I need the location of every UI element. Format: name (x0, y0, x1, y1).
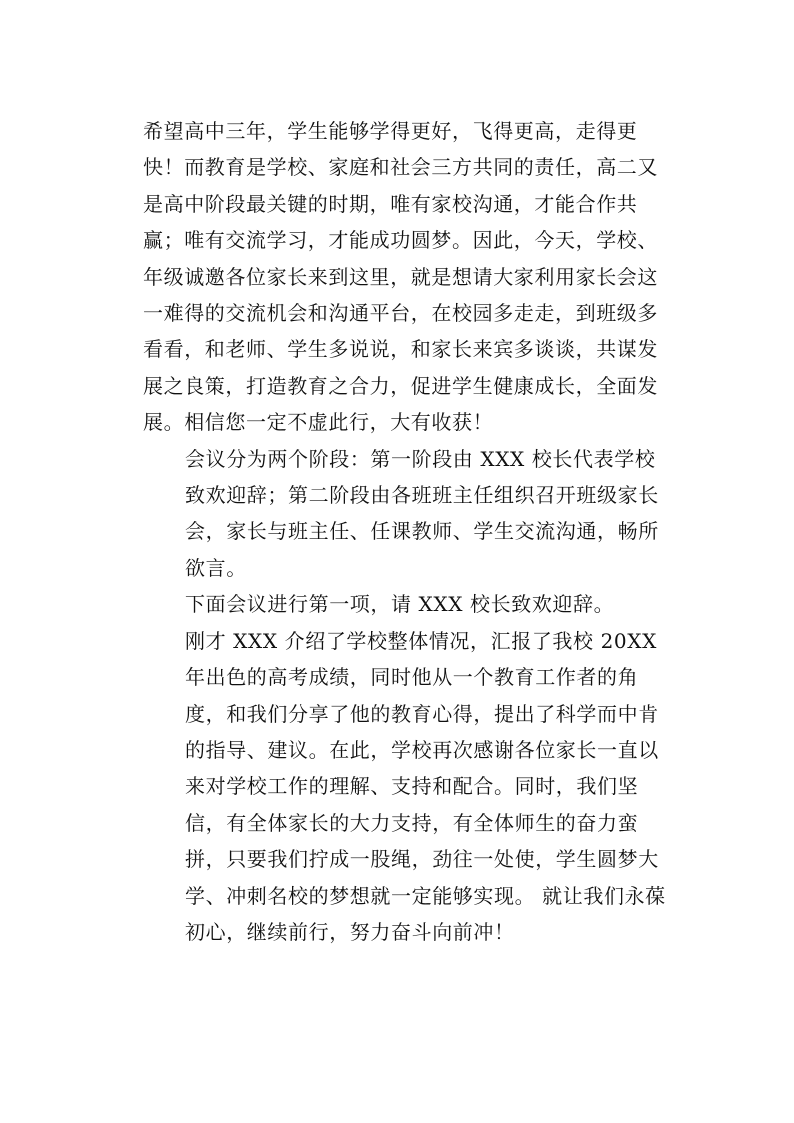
paragraph-2: 会议分为两个阶段：第一阶段由 XXX 校长代表学校致欢迎辞；第二阶段由各班班主任组织召开班级家长会，家长与班主任、任课教师、学生交流沟通，畅所欲言。 (185, 446, 659, 580)
document-body (143, 113, 673, 950)
paragraph-4: 刚才 XXX 介绍了学校整体情况，汇报了我校 20XX 年出色的高考成绩，同时他从一个教育工作者的角度，和我们分享了他的教育心得，提出了科学而中肯的指导、建议。在此，学校再次感谢各位家长一直以来对学校工作的理解、支持和配合。同时，我们坚信，有全体家长的大力支持，有全体师生的奋力蛮拼，只要我们拧成一股绳，劲往一处使，学生圆梦大学、冲刺名校的梦想就一定能够实现。 就让我们永葆初心，继续前行，努力奋斗向前冲！ (185, 628, 666, 944)
paragraph-1: 希望高中三年，学生能够学得更好，飞得更高，走得更快！而教育是学校、家庭和社会三方共同的责任，高二又是高中阶段最关键的时期，唯有家校沟通，才能合作共赢；唯有交流学习，才能成功圆梦。因此，今天，学校、年级诚邀各位家长来到这里，就是想请大家利用家长会这一难得的交流机会和沟通平台，在校园多走走，到班级多看看，和老师、学生多说说，和家长来宾多谈谈，共谋发展之良策，打造教育之合力，促进学生健康成长，全面发展。相信您一定不虚此行，大有收获！ (143, 119, 658, 435)
paragraph-3: 下面会议进行第一项，请 XXX 校长致欢迎辞。 (185, 592, 615, 617)
